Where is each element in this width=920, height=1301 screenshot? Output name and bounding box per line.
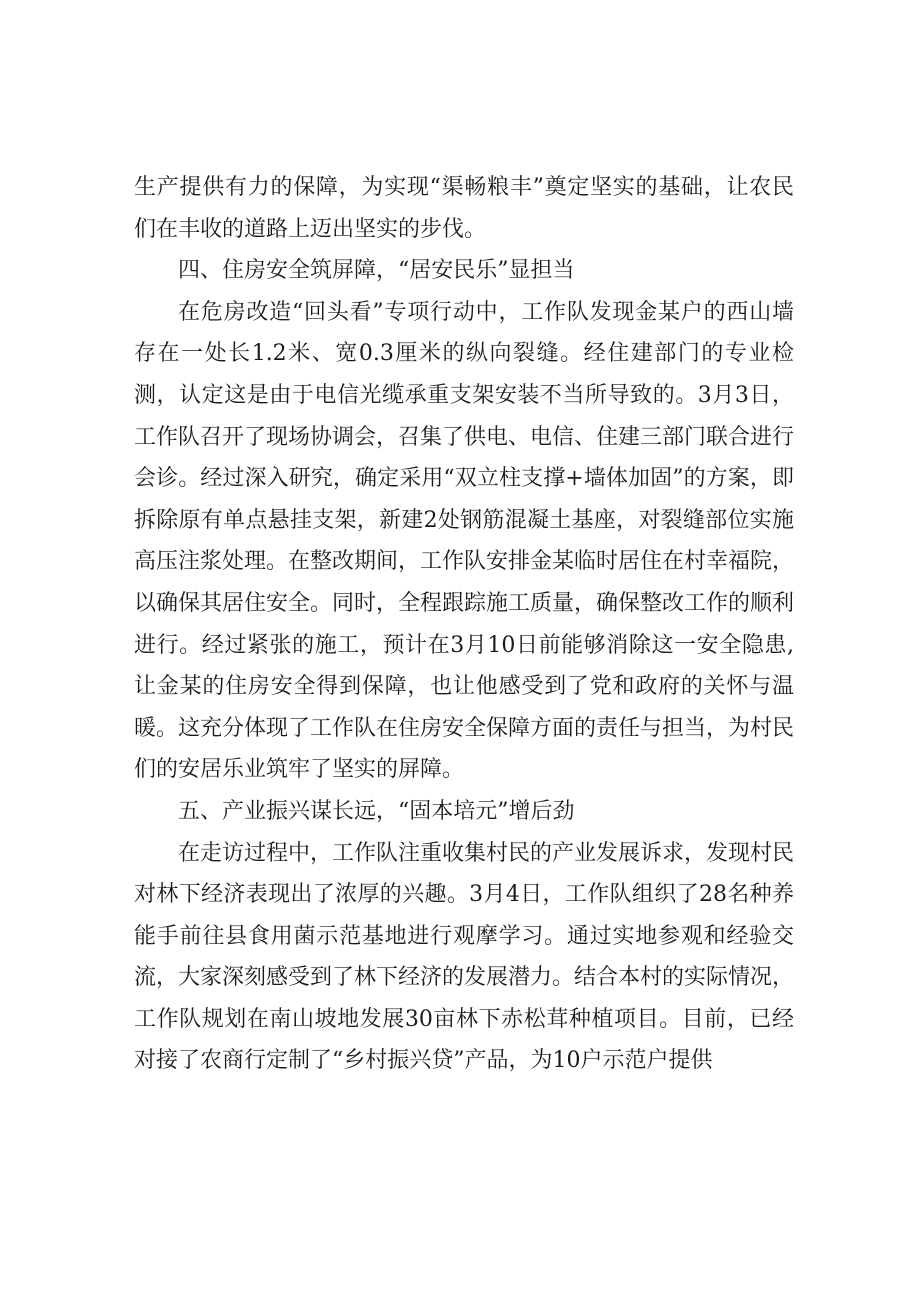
section-heading-housing-safety: 四、住房安全筑屏障，“居安民乐”显担当 [178, 258, 575, 284]
paragraph-continuation: 生产提供有力的保障，为实现“渠畅粮丰”奠定坚实的基础，让农民们在丰收的道路上迈出坚实的步伐。 [134, 175, 794, 242]
section-heading-industry-revitalization: 五、产业振兴谋长远，“固本培元”增后劲 [178, 798, 575, 824]
paragraph-industry-revitalization: 在走访过程中，工作队注重收集村民的产业发展诉求，发现村民对林下经济表现出了浓厚的兴趣。3月4日，工作队组织了28名种养能手前往县食用菌示范基地进行观摩学习。通过实地参观和经验交流，大家深刻感受到了林下经济的发展潜力。结合本村的实际情况，工作队规划在南山坡地发展30亩林下赤松茸种植项目。目前，已经对接了农商行定制了“乡村振兴贷”产品，为10户示范户提供 [134, 840, 795, 1074]
paragraph-housing-safety: 在危房改造“回头看”专项行动中，工作队发现金某户的西山墙存在一处长1.2米、宽0.3厘米的纵向裂缝。经住建部门的专业检测，认定这是由于电信光缆承重支架安装不当所导致的。3月3日，工作队召开了现场协调会，召集了供电、电信、住建三部门联合进行会诊。经过深入研究，确定采用“双立柱支撑+墙体加固”的方案，即拆除原有单点悬挂支架，新建2处钢筋混凝土基座，对裂缝部位实施高压注浆处理。在整改期间，工作队安排金某临时居住在村幸福院，以确保其居住安全。同时，全程跟踪施工质量，确保整改工作的顺利进行。经过紧张的施工，预计在3月10日前能够消除这一安全隐患,让金某的住房安全得到保障，也让他感受到了党和政府的关怀与温暖。这充分体现了工作队在住房安全保障方面的责任与担当，为村民们的安居乐业筑牢了坚实的屏障。 [134, 299, 795, 783]
document-body [134, 167, 794, 1082]
